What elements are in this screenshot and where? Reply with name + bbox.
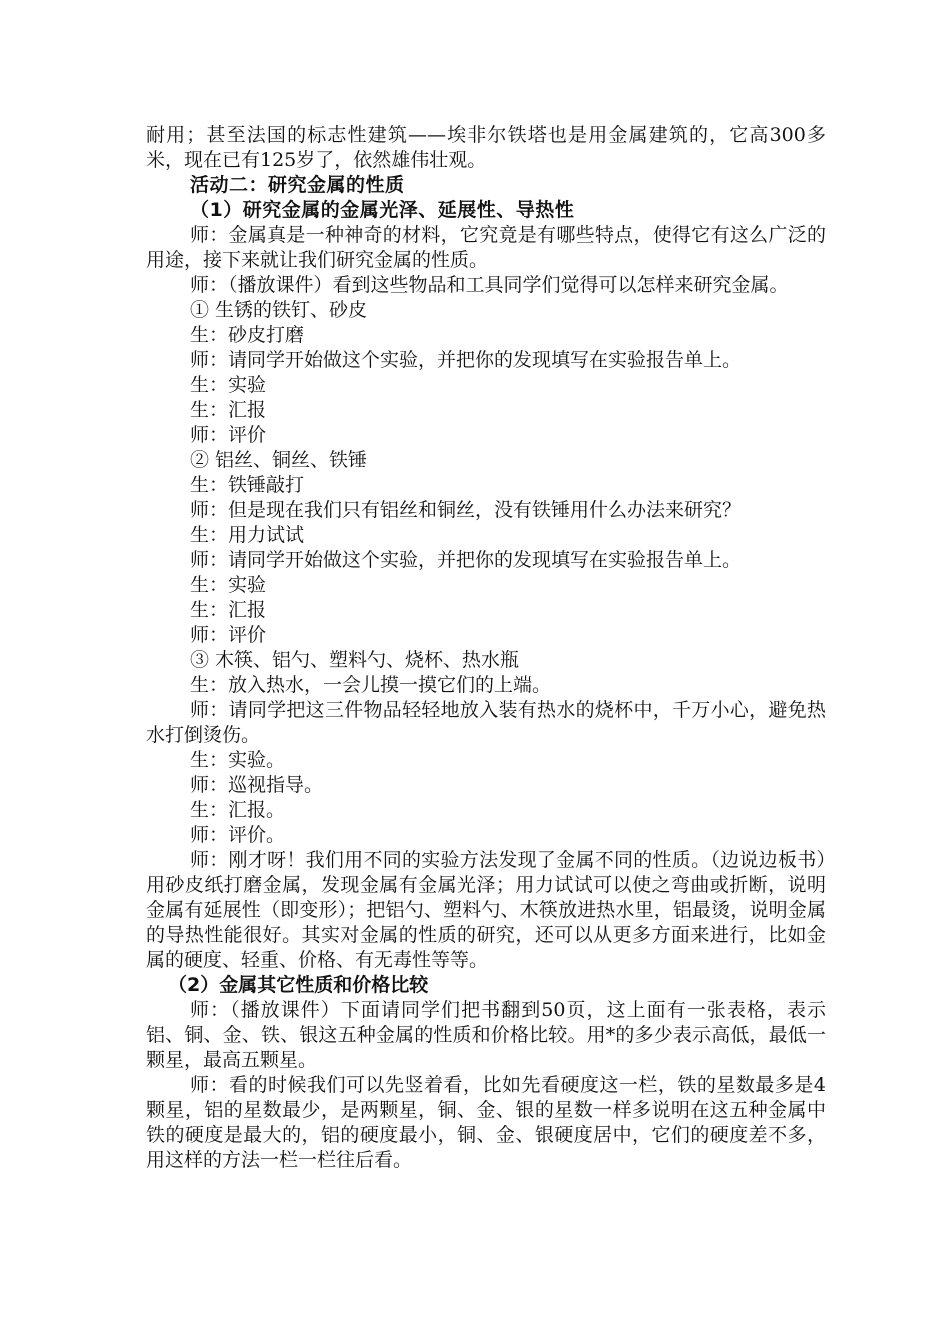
paragraph: 生：实验 [190, 374, 267, 396]
paragraph: 师：请同学开始做这个实验，并把你的发现填写在实验报告单上。 [190, 549, 742, 571]
paragraph: 生：砂皮打磨 [190, 324, 305, 346]
heading-section-2: （2）金属其它性质和价格比较 [168, 974, 429, 996]
heading-section-1: （1）研究金属的金属光泽、延展性、导热性 [190, 199, 575, 221]
paragraph: 生：实验 [190, 574, 267, 596]
paragraph: 师：请同学把这三件物品轻轻地放入装有热水的烧杯中，千万小心，避免热水打倒烫伤。 [146, 699, 826, 746]
paragraph: 生：实验。 [190, 749, 286, 771]
paragraph: 师：评价 [190, 624, 267, 646]
paragraph: 师：（播放课件）看到这些物品和工具同学们觉得可以怎样来研究金属。 [190, 274, 789, 296]
heading-activity-two: 活动二：研究金属的性质 [190, 174, 405, 196]
paragraph: 生：用力试试 [190, 524, 305, 546]
list-item-materials-2: ② 铝丝、铜丝、铁锤 [190, 449, 368, 471]
paragraph: 师：请同学开始做这个实验，并把你的发现填写在实验报告单上。 [190, 349, 742, 371]
paragraph: 师：评价 [190, 424, 267, 446]
paragraph: 师：（播放课件）下面请同学们把书翻到50页，这上面有一张表格，表示铝、铜、金、铁、银这五种金属的性质和价格比较。用*的多少表示高低，最低一颗星，最高五颗星。 [146, 999, 826, 1071]
paragraph: 师：金属真是一种神奇的材料，它究竟是有哪些特点，使得它有这么广泛的用途，接下来就让我们研究金属的性质。 [146, 224, 826, 271]
paragraph: 师：评价。 [190, 824, 286, 846]
paragraph: 师：看的时候我们可以先竖着看，比如先看硬度这一栏，铁的星数最多是4颗星，铝的星数最少，是两颗星，铜、金、银的星数一样多说明在这五种金属中铁的硬度是最大的，铝的硬度最小，铜、金、银硬度居中，它们的硬度差不多，用这样的方法一栏一栏往后看。 [146, 1074, 826, 1171]
paragraph-summary: 师：刚才呀！我们用不同的实验方法发现了金属不同的性质。（边说边板书）用砂皮纸打磨金属，发现金属有金属光泽；用力试试可以使之弯曲或折断，说明金属有延展性（即变形）；把铝勺、塑料勺、木筷放进热水里，铝最烫，说明金属的导热性能很好。其实对金属的性质的研究，还可以从更多方面来进行，比如金属的硬度、轻重、价格、有无毒性等等。 [146, 849, 826, 971]
paragraph: 生：汇报 [190, 399, 267, 421]
list-item-materials-3: ③ 木筷、铝勺、塑料勺、烧杯、热水瓶 [190, 649, 520, 671]
paragraph-intro: 耐用；甚至法国的标志性建筑——埃非尔铁塔也是用金属建筑的，它高300多米，现在已有125岁了，依然雄伟壮观。 [146, 124, 826, 171]
list-item-materials-1: ① 生锈的铁钉、砂皮 [190, 299, 368, 321]
paragraph: 生：汇报。 [190, 799, 286, 821]
paragraph: 师：但是现在我们只有铝丝和铜丝，没有铁锤用什么办法来研究？ [190, 499, 742, 521]
paragraph: 生：铁锤敲打 [190, 474, 305, 496]
paragraph: 生：放入热水，一会儿摸一摸它们的上端。 [190, 674, 552, 696]
paragraph: 生：汇报 [190, 599, 267, 621]
document-body [146, 123, 826, 1173]
paragraph: 师：巡视指导。 [190, 774, 324, 796]
